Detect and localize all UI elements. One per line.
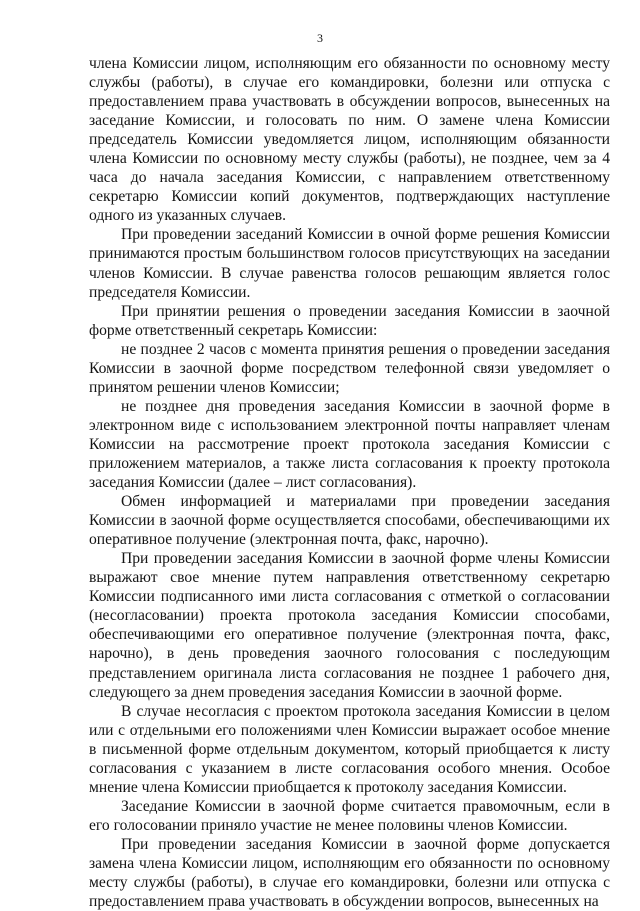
paragraph: Обмен информацией и материалами при проведении заседания Комиссии в заочной форме осуществляется способами, обеспечивающими их оперативное получение (электронная почта, факс, нарочно).: [89, 493, 610, 549]
paragraph: При принятии решения о проведении заседания Комиссии в заочной форме ответственный секретарь Комиссии:: [89, 302, 610, 339]
paragraph: При проведении заседания Комиссии в заочной форме члены Комиссии выражают свое мнение путем направления ответственному секретарю Комиссии подписанного ими листа согласования с отметкой о согласовании (несогласовании) проекта протокола заседания Комиссии способами, обеспечивающими его оперативное получение (электронная почта, факс, нарочно), в день проведения заочного голосования с последующим представлением оригинала листа согласования не позднее 1 рабочего дня, следующего за днем проведения заседания Комиссии в заочной форме.: [89, 550, 610, 701]
paragraph: При проведении заседаний Комиссии в очной форме решения Комиссии принимаются простым большинством голосов присутствующих на заседании членов Комиссии. В случае равенства голосов решающим является голос председателя Комиссии.: [89, 226, 610, 301]
paragraph-continuation: члена Комиссии лицом, исполняющим его обязанности по основному месту службы (работы), в случае его командировки, болезни или отпуска с предоставлением права участвовать в обсуждении вопросов, вынесенных на заседание Комиссии, и голосовать по ним. О замене члена Комиссии председатель Комиссии уведомляется лицом, исполняющим обязанности члена Комиссии по основному месту службы (работы), не позднее, чем за 4 часа до начала заседания Комиссии, с направлением ответственному секретарю Комиссии копий документов, подтверждающих наступление одного из указанных случаев.: [89, 55, 610, 225]
paragraph: не позднее 2 часов с момента принятия решения о проведении заседания Комиссии в заочной форме посредством телефонной связи уведомляет о принятом решении членов Комиссии;: [89, 340, 610, 396]
paragraph: В случае несогласия с проектом протокола заседания Комиссии в целом или с отдельными его положениями член Комиссии выражает особое мнение в письменной форме отдельным документом, который приобщается к листу согласования с указанием в листе согласования особого мнения. Особое мнение члена Комиссии приобщается к протоколу заседания Комиссии.: [89, 702, 610, 796]
paragraph: При проведении заседания Комиссии в заочной форме допускается замена члена Комиссии лицом, исполняющим его обязанности по основному месту службы (работы), в случае его командировки, болезни или отпуска с предоставлением права участвовать в обсуждении вопросов, вынесенных на: [89, 835, 610, 911]
paragraph: не позднее дня проведения заседания Комиссии в заочной форме в электронном виде с использованием электронной почты направляет членам Комиссии на рассмотрение проект протокола заседания Комиссии с приложением материалов, а также листа согласования к проекту протокола заседания Комиссии (далее – лист согласования).: [89, 397, 610, 492]
paragraph: Заседание Комиссии в заочной форме считается правомочным, если в его голосовании приняло участие не менее половины членов Комиссии.: [89, 797, 610, 834]
page-number: 3: [317, 31, 323, 45]
document-body: [89, 54, 610, 911]
